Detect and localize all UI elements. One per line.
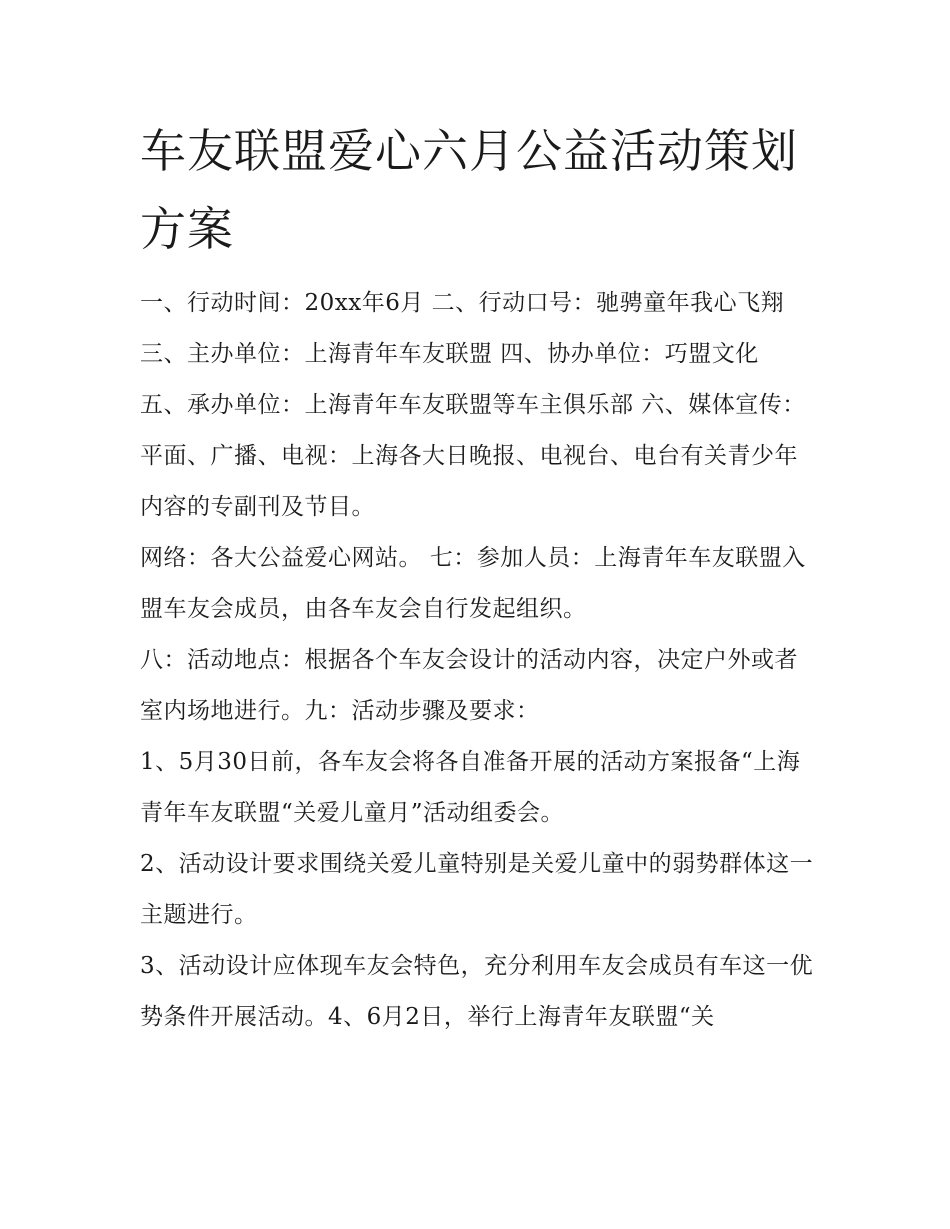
- paragraph-step-2: 2、活动设计要求围绕关爱儿童特别是关爱儿童中的弱势群体这一主题进行。: [140, 851, 814, 928]
- document-title: 车友联盟爱心六月公益活动策划方案: [140, 124, 798, 256]
- paragraph-step-1: 1、5月30日前，各车友会将各自准备开展的活动方案报备“上海青年车友联盟“关爱儿童月”活动组委会。: [140, 749, 801, 826]
- paragraph-network-participants: 网络：各大公益爱心网站。 七：参加人员：上海青年车友联盟入盟车友会成员，由各车友会自行发起组织。: [140, 545, 806, 622]
- paragraph-undertaker-media: 五、承办单位：上海青年车友联盟等车主俱乐部 六、媒体宣传： 平面、广播、电视：上海各大日晚报、电视台、电台有关青少年内容的专副刊及节目。: [140, 392, 806, 520]
- paragraph-venue-steps: 八：活动地点：根据各个车友会设计的活动内容，决定户外或者室内场地进行。九：活动步骤及要求：: [140, 647, 798, 724]
- paragraph-step-3-4: 3、活动设计应体现车友会特色，充分利用车友会成员有车这一优势条件开展活动。4、6月2日，举行上海青年友联盟“关: [140, 953, 814, 1030]
- document-page: [140, 112, 816, 1043]
- paragraph-schedule-slogan-organizers: 一、行动时间：20xx年6月 二、行动口号：驰骋童年我心飞翔 三、主办单位：上海青年车友联盟 四、协办单位：巧盟文化: [140, 290, 785, 367]
